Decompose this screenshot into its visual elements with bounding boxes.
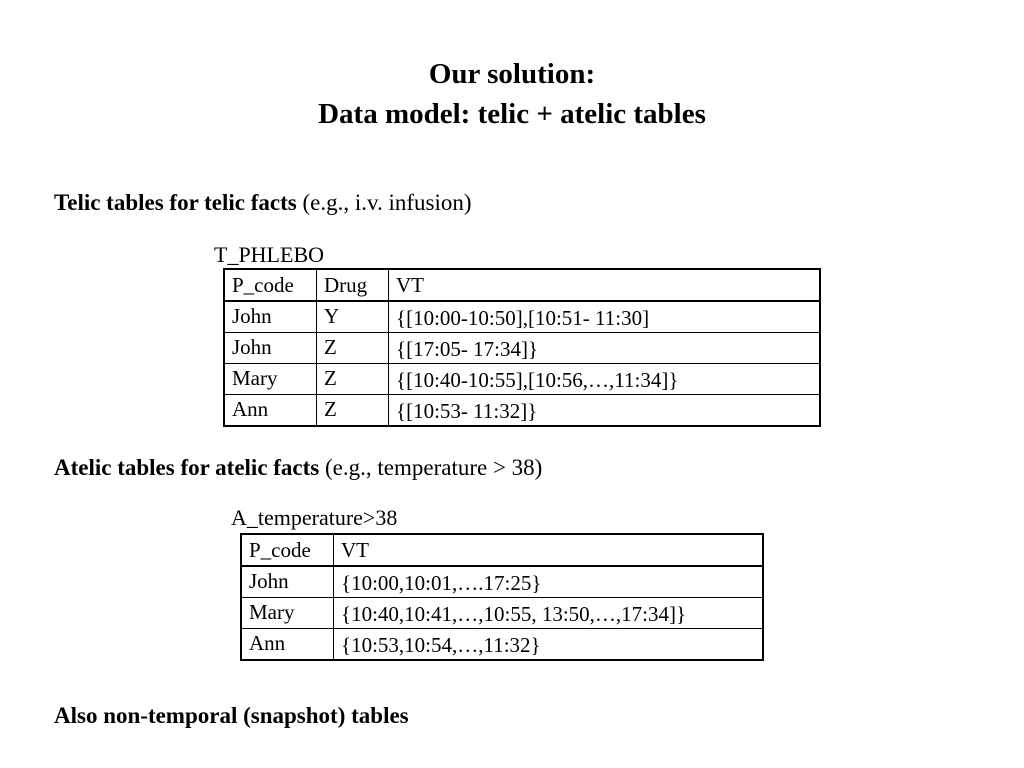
telic-heading-bold: Telic tables for telic facts [54, 190, 297, 215]
table-cell: Y [317, 301, 389, 333]
telic-heading-example: (e.g., i.v. infusion) [296, 190, 472, 215]
table-row [224, 395, 820, 427]
column-header: VT [334, 534, 764, 566]
table-row [224, 301, 820, 333]
table-cell: {[10:53- 11:32]} [389, 395, 821, 427]
atelic-heading-example: (e.g., temperature > 38) [319, 455, 543, 480]
table-cell: {[10:40-10:55],[10:56,…,11:34]} [389, 364, 821, 395]
telic-table-name: T_PHLEBO [214, 242, 324, 267]
atelic-heading-bold: Atelic tables for atelic facts [54, 455, 320, 480]
table-cell: {10:00,10:01,….17:25} [334, 566, 764, 598]
table-row [224, 364, 820, 395]
table-cell: {10:53,10:54,…,11:32} [334, 629, 764, 661]
table-row [241, 566, 763, 598]
title-line-2: Data model: telic + atelic tables [318, 98, 706, 130]
table-cell: Ann [241, 629, 334, 661]
title-line-1: Our solution: [428, 58, 596, 90]
atelic-table-name: A_temperature>38 [231, 505, 398, 530]
column-header: VT [389, 269, 821, 301]
table-cell: {[10:00-10:50],[10:51- 11:30] [389, 301, 821, 333]
telic-table [223, 268, 821, 427]
table-cell: Z [317, 395, 389, 427]
table-cell: {[17:05- 17:34]} [389, 333, 821, 364]
table-cell: Z [317, 333, 389, 364]
telic-heading [54, 189, 472, 217]
table-header-row [224, 269, 820, 301]
table-cell: Ann [224, 395, 317, 427]
table-cell: Mary [241, 598, 334, 629]
table-cell: John [224, 301, 317, 333]
column-header: P_code [224, 269, 317, 301]
column-header: Drug [317, 269, 389, 301]
table-row [224, 333, 820, 364]
slide-title [0, 54, 1024, 134]
table-row [241, 598, 763, 629]
snapshot-note: Also non-temporal (snapshot) tables [54, 703, 409, 728]
atelic-table [240, 533, 764, 661]
table-cell: Z [317, 364, 389, 395]
table-row [241, 629, 763, 661]
table-cell: Mary [224, 364, 317, 395]
table-header-row [241, 534, 763, 566]
atelic-heading [54, 454, 542, 482]
table-cell: {10:40,10:41,…,10:55, 13:50,…,17:34]} [334, 598, 764, 629]
column-header: P_code [241, 534, 334, 566]
table-cell: John [224, 333, 317, 364]
table-cell: John [241, 566, 334, 598]
